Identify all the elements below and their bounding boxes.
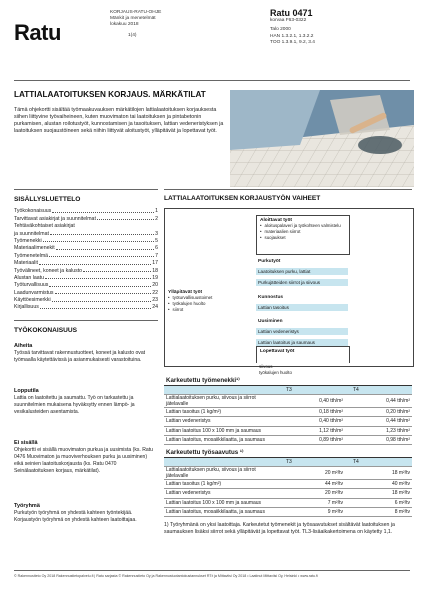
classification-line: korvaa F63-0322	[270, 18, 307, 23]
toc-item[interactable]	[14, 281, 158, 288]
toc-item[interactable]	[14, 222, 158, 229]
aloittavat-item: • aloituspalaveri ja työkohteen valmistelu	[260, 223, 349, 229]
table-cell: 20 m²/tv	[278, 467, 345, 480]
toc-page: 20	[152, 282, 158, 289]
toc-leader	[83, 271, 151, 272]
toc-leader	[55, 293, 152, 294]
column-header: T3	[278, 458, 345, 467]
table-cell: Lattian laatoitus, mosaiikkilaatta, ja saumaus	[164, 435, 278, 444]
table-cell: Lattian laatoitus 100 x 100 mm ja saumaus	[164, 426, 278, 435]
header-meta-line: KORJAUS-RATU-OHJE	[110, 10, 162, 15]
table-footnote: 1) Työryhmänä on yksi laatoittaja. Karkeutetut työmenekit ja työsaavutukset sisältävät laatoituksen ja saumauksen lisäksi siirrot sekä ylläpitävät ja lopettavat työt. TL3-lisäaikakertoimena on käytetty 1,1.	[164, 522, 395, 536]
tk-section	[14, 343, 154, 364]
aloittavat-title: Aloittavat työt	[260, 218, 292, 223]
toc-label: Alustan laatu	[14, 274, 44, 281]
toc-item[interactable]	[14, 288, 158, 295]
header-meta-line: Mänkit ja menetelmät	[110, 16, 156, 22]
page-number: 1(4)	[128, 33, 137, 38]
toc-leader	[49, 286, 151, 287]
toc-heading: SISÄLLYSLUETTELO	[14, 196, 81, 203]
tk-section-title: Aiheita	[14, 343, 33, 349]
section-divider	[14, 189, 158, 190]
lopettavat-item: siivous	[259, 364, 273, 369]
toc-leader	[43, 241, 154, 242]
toc-item[interactable]	[14, 296, 158, 303]
toc-label: Kirjallisuus	[14, 304, 39, 311]
table-cell: 6 m²/tv	[345, 498, 412, 507]
toc-label: ja suunnitelmat	[14, 230, 49, 237]
tyosaavutus-table	[164, 448, 412, 517]
kunnostus-title: Kunnostus	[258, 295, 284, 300]
uusiminen-title: Uusiminen	[258, 319, 283, 324]
toc-page: 18	[152, 267, 158, 274]
toc-page: 24	[152, 304, 158, 311]
kunnostus-bar: Lattian tasoitus	[256, 304, 348, 311]
table-cell: 0,40 tth/m²	[278, 395, 345, 408]
tk-section-title: Työryhmä	[14, 503, 40, 509]
tk-section	[14, 440, 154, 475]
phases-heading: LATTIALAATOITUKSEN KORJAUSTYÖN VAIHEET	[164, 195, 321, 202]
table-cell: Lattian tasoitus (1 kg/m²)	[164, 480, 278, 489]
aloittavat-tyot-box	[256, 215, 350, 255]
table-cell: Lattian vedeneristys	[164, 417, 278, 426]
toc-leader	[56, 249, 154, 250]
table-cell: 40 m²/tv	[345, 480, 412, 489]
toc-leader	[49, 256, 154, 257]
purkutyot-bar: Purkujätteiden siirrot ja siivous	[256, 279, 348, 286]
column-header	[164, 458, 278, 467]
toc-page: 7	[155, 252, 158, 259]
table-caption: Karkeutettu työmenekki¹⁾	[164, 376, 412, 386]
tk-section	[14, 388, 154, 416]
yllapitavat-item: • siirrot	[168, 307, 248, 313]
table-cell: 1,23 tth/m²	[345, 426, 412, 435]
toc-page: 23	[152, 297, 158, 304]
toc-item[interactable]	[14, 214, 158, 221]
doc-number: Ratu 0471	[270, 8, 313, 18]
table-cell: 7 m²/tv	[278, 498, 345, 507]
toc-page: 1	[155, 208, 158, 215]
toc-leader	[45, 278, 151, 279]
toc-item[interactable]	[14, 274, 158, 281]
table-cell: 0,89 tth/m²	[278, 435, 345, 444]
toc-leader	[52, 212, 154, 213]
table-caption-row	[164, 376, 412, 386]
column-header: T4	[345, 386, 412, 395]
header-divider	[14, 80, 410, 81]
intro-text: Tämä ohjekortti sisältää työmaakuvauksen märkätilojen lattialaatoituksen korjauksesta siihen liittyvine työvaiheineen, kuten muovimaton tai laatoituksen ja pintabetonin purkamisen, alustan roilotustyöt, kunnostamisen ja tasoituksen, lattian vedeneristyksen ja laatoituksen suojaustöineen sekä niihin liittyvät aloitustyöt, ylläpitävät ja lopettavat työt.	[14, 107, 224, 135]
toc-page: 6	[155, 245, 158, 252]
footer-divider	[14, 570, 410, 571]
table-row	[164, 507, 412, 516]
header-classification	[270, 8, 315, 47]
toc-page: 22	[152, 289, 158, 296]
table-cell: 0,20 tth/m²	[345, 408, 412, 417]
lopettavat-item: työkalujen huolto	[259, 369, 292, 375]
tyokokonaisuus-heading: TYÖKOKONAISUUS	[14, 327, 78, 334]
toc-label: Käyttöesimerkki	[14, 297, 51, 304]
toc-item[interactable]	[14, 259, 158, 266]
uusiminen-bar: Lattian laatoitus ja saumaus	[256, 339, 348, 346]
toc-label: Laadunvarmistus	[14, 289, 54, 296]
purkutyot-title: Purkutyöt	[258, 259, 281, 264]
table-row	[164, 426, 412, 435]
table-row	[164, 498, 412, 507]
yllapitavat-item: • työturvallisuustoimet	[168, 295, 248, 301]
tyomenekki-table	[164, 376, 412, 445]
toc-item[interactable]	[14, 251, 158, 258]
ratu-logo: Ratu	[14, 20, 61, 45]
column-header	[164, 386, 278, 395]
table-cell: 44 m²/tv	[278, 480, 345, 489]
table-cell: 0,18 tth/m²	[278, 408, 345, 417]
yllapitavat-box	[168, 290, 248, 313]
table-cell: 0,44 tth/m²	[345, 417, 412, 426]
toc-label: Työmenetelmä	[14, 252, 49, 259]
toc-page: 3	[155, 230, 158, 237]
classification-line: HAN 1.3.2.1, 1.3.2.2	[270, 33, 314, 39]
column-header: T4	[345, 458, 412, 467]
tk-section-text: Lattia on laatoitettu ja saumattu. Työ on tarkastettu ja suunnitelmien mukaisena hyväksytty ennen lämpö- ja vesikalusteiden asentamista.	[14, 394, 135, 415]
toc-item[interactable]	[14, 303, 158, 310]
tiling-photo	[230, 90, 414, 187]
table-cell: Lattian laatoitus, mosaiikkilaatta, ja saumaus	[164, 507, 278, 516]
tk-section-title: Ei sisällä	[14, 440, 38, 446]
aloittavat-item: • materiaalien siirrot	[260, 229, 349, 235]
lopettavat-items	[259, 364, 292, 375]
header-meta-line: lokakuu 2018	[110, 22, 139, 28]
section-divider	[14, 320, 158, 321]
table-cell: 20 m²/tv	[278, 489, 345, 498]
toc-page: 2	[155, 215, 158, 222]
table-cell: Lattian vedeneristys	[164, 489, 278, 498]
table-row	[164, 408, 412, 417]
table-cell: 1,12 tth/m²	[278, 426, 345, 435]
toc-item[interactable]	[14, 266, 158, 273]
tk-section-text: Purkutyön työryhmä on yhdestä kahteen työntekijää. Korjaustyön työryhmä on yhdestä kahteen laatoittajaa.	[14, 509, 137, 523]
lopettavat-title: Lopettavat työt	[260, 349, 295, 354]
page-title: LATTIALAATOITUKSEN KORJAUS. MÄRKÄTILAT	[14, 90, 206, 99]
section-divider	[164, 189, 412, 190]
toc-page: 19	[152, 274, 158, 281]
purkutyot-bar: Laatoituksen purku, lattiat	[256, 268, 348, 275]
table-header-row	[164, 458, 412, 467]
table-cell: 0,40 tth/m²	[278, 417, 345, 426]
lopettavat-tyot-box	[256, 346, 350, 363]
table-caption-row	[164, 448, 412, 458]
column-header: T3	[278, 386, 345, 395]
table-cell: 0,44 tth/m²	[345, 395, 412, 408]
toc-item[interactable]	[14, 244, 158, 251]
table-row	[164, 467, 412, 480]
classification-line: Talo 2000	[270, 27, 291, 33]
table-cell: 9 m²/tv	[278, 507, 345, 516]
toc-label: Työkokonaisuus	[14, 208, 52, 215]
header-meta	[110, 10, 161, 29]
table-cell: Lattialaatoituksen purku, siivous ja siirrot jätelavalle	[164, 467, 278, 480]
toc-label: Työturvallisuus	[14, 282, 49, 289]
footer-copyright: © Rakennustieto Oy 2018 Rakennustietopalvelu.fi | Ratu sarjasta © Rakennustieto Oy ja Rakennustuotantokustannukset RT:t ja Mittaviisi Oy 2018 • Laatinut Mittaviisi Oy, Helsinki • www.ratu.fi	[14, 574, 318, 578]
table-cell: Lattialaatoituksen purku, siivous ja siirrot jätelavalle	[164, 395, 278, 408]
yllapitavat-item: • työkalujen huolto	[168, 301, 248, 307]
toc-leader	[40, 308, 151, 309]
table-row	[164, 435, 412, 444]
yllapitavat-title: Ylläpitävät työt	[168, 290, 203, 295]
table-cell: 18 m²/tv	[345, 467, 412, 480]
table-row	[164, 395, 412, 408]
table-of-contents	[14, 207, 158, 310]
toc-label: Tehtäväkohtaiset asiakirjat	[14, 223, 75, 230]
toc-leader	[39, 264, 151, 265]
table-header-row	[164, 386, 412, 395]
toc-leader	[97, 219, 154, 220]
toc-page: 17	[152, 260, 158, 267]
tk-section-title: Lopputila	[14, 388, 39, 394]
classification-line: TOO 1.3.9.1, 9.2, 3.4	[270, 40, 315, 46]
table-cell: 0,98 tth/m²	[345, 435, 412, 444]
toc-label: Työmenekki	[14, 237, 42, 244]
aloittavat-item: • suojaukset	[260, 235, 349, 241]
toc-leader	[50, 234, 154, 235]
table-caption: Karkeutettu työsaavutus ¹⁾	[164, 448, 412, 458]
table-cell: 8 m²/tv	[345, 507, 412, 516]
table-cell: Lattian laatoitus 100 x 100 mm ja saumaus	[164, 498, 278, 507]
toc-label: Työvälineet, koneet ja kalusto	[14, 267, 83, 274]
toc-page: 5	[155, 237, 158, 244]
table-row	[164, 417, 412, 426]
toc-label: Materiaalit	[14, 260, 38, 267]
toc-item[interactable]	[14, 207, 158, 214]
toc-label: Tarvittavat asiakirjat ja suunnitelmat	[14, 215, 96, 222]
tk-section-text: Ohjekortti ei sisällä muovimaton purkua ja uusimista (ks. Ratu 0476 Muovimaton ja muoviverhouksen purku ja uusiminen) eikä seinien laatoituskorjausta (ks. Ratu 0470 Seinälaatoituksen korjaus, märkätilat).	[14, 446, 154, 474]
toc-leader	[52, 301, 152, 302]
toc-item[interactable]	[14, 237, 158, 244]
toc-label: Materiaalimenekit	[14, 245, 55, 252]
table-row	[164, 489, 412, 498]
toc-item[interactable]	[14, 229, 158, 236]
table-row	[164, 480, 412, 489]
table-cell: 18 m²/tv	[345, 489, 412, 498]
tk-section	[14, 503, 154, 524]
table-cell: Lattian tasoitus (1 kg/m²)	[164, 408, 278, 417]
uusiminen-bar: Lattian vedeneristys	[256, 328, 348, 335]
tk-section-text: Työssä tarvittavat rakennustuotteet, koneet ja kalusto ovat työmaalla käytettävissä ja asianmukaisesti varastoituina.	[14, 349, 146, 363]
